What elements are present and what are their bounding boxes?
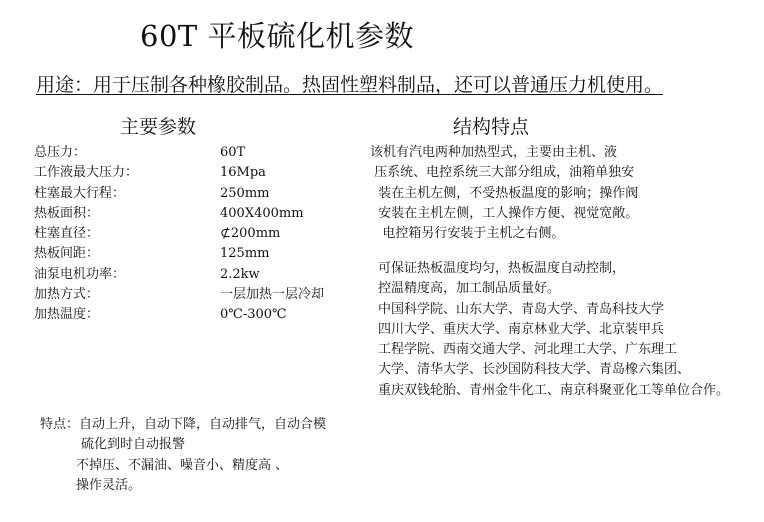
param-value: 16Mpa [220, 165, 266, 181]
param-label: 热板面积： [34, 205, 100, 221]
structure-heading: 结构特点 [453, 116, 530, 138]
structure-block-1 [370, 143, 638, 244]
structure-line: 安装在主机左侧，工人操作方便、视觉宽敞。 [370, 205, 639, 221]
footer-line: 操作灵活。 [76, 477, 142, 493]
param-label: 柱塞直径： [34, 226, 100, 242]
page-title: 60T 平板硫化机参数 [140, 19, 414, 53]
param-label: 热板间距： [34, 246, 100, 262]
structure-line: 控温精度高，加工制品质量好。 [378, 281, 561, 297]
footer-line: 特点：自动上升，自动下降，自动排气，自动合模 [40, 417, 327, 432]
param-label: 工作液最大压力： [34, 165, 139, 181]
structure-line: 压系统、电控系统三大部分组成，油箱单独安 [370, 165, 635, 181]
structure-line: 可保证热板温度均匀，热板温度自动控制， [378, 261, 626, 276]
main-params-heading: 主要参数 [120, 116, 197, 138]
param-label: 总压力： [34, 145, 87, 160]
param-value: 400X400mm [220, 205, 304, 221]
param-value: 一层加热一层冷却 [220, 287, 325, 303]
param-label: 加热温度： [34, 307, 100, 323]
params-values [220, 143, 324, 326]
footer-line: 硫化到时自动报警 [81, 437, 186, 453]
structure-line: 四川大学、重庆大学、南京林业大学、北京装甲兵 [378, 321, 665, 337]
param-label: 油泵电机功率： [34, 266, 126, 282]
structure-line: 大学、清华大学、长沙国防科技大学、青岛橡六集团、 [378, 362, 691, 378]
structure-block-2 [378, 259, 729, 401]
param-value: 250mm [220, 185, 270, 201]
param-value: ⊄200mm [220, 226, 281, 242]
structure-line: 工程学院、西南交通大学、河北理工大学、广东理工 [378, 342, 678, 358]
param-value: 125mm [220, 246, 270, 262]
param-label: 柱塞最大行程： [34, 185, 126, 201]
param-value: 0℃-300℃ [220, 307, 287, 323]
param-label: 加热方式： [34, 287, 100, 303]
footer-line: 不掉压、不漏油、噪音小、精度高 、 [76, 457, 289, 473]
param-value: 60T [220, 145, 246, 160]
structure-line: 中国科学院、山东大学、青岛大学、青岛科技大学 [378, 301, 665, 317]
structure-line: 电控箱另行安装于主机之右侧。 [370, 226, 565, 242]
features-footer [40, 415, 326, 496]
structure-line: 装在主机左侧，不受热板温度的影响；操作阀 [370, 185, 639, 201]
param-value: 2.2kw [220, 266, 260, 282]
usage-line: 用途：用于压制各种橡胶制品。热固性塑料制品，还可以普通压力机使用。 [36, 74, 664, 96]
structure-line: 重庆双钱轮胎、青州金牛化工、南京科聚亚化工等单位合作。 [378, 382, 730, 398]
params-labels [34, 143, 138, 326]
structure-line: 该机有汽电两种加热型式，主要由主机、液 [370, 145, 618, 160]
